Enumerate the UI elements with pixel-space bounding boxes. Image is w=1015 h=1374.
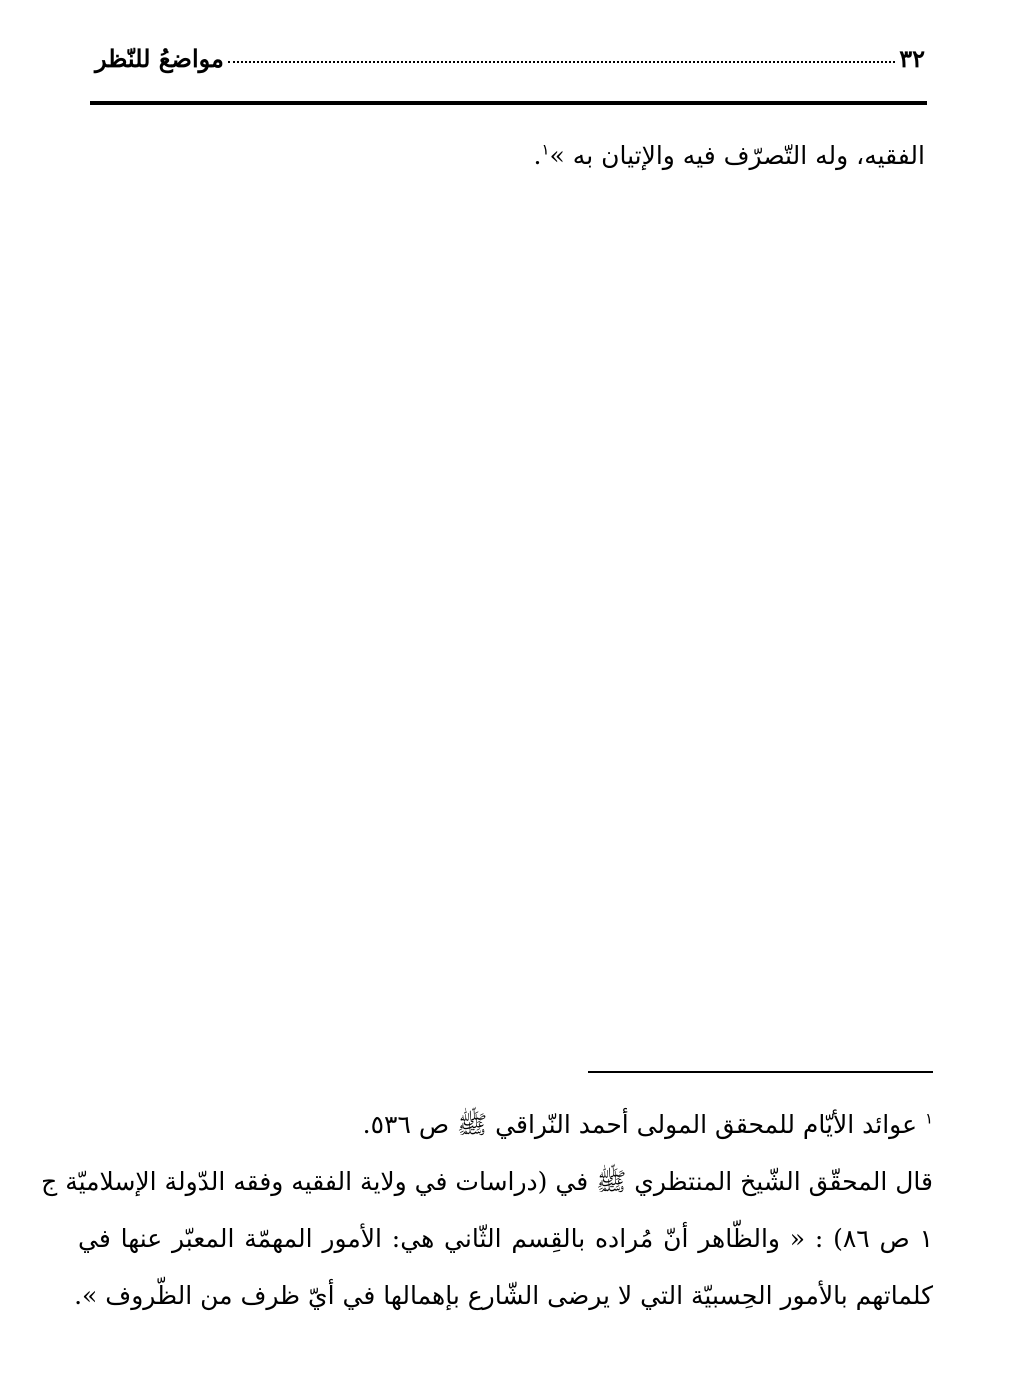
running-title: مواضعُ للنّظر (95, 43, 224, 73)
footnote-reference: ١ (541, 140, 550, 159)
footnote-1 (78, 1096, 933, 1153)
main-text-line-end: . (533, 141, 542, 170)
footnotes (41, 1096, 933, 1324)
page-number: ٣٢ (899, 43, 925, 73)
main-text (90, 128, 925, 184)
footnote-divider (588, 1071, 933, 1073)
header-divider (90, 101, 927, 105)
page-header (95, 38, 925, 78)
footnote-line-4: كلماتهم بالأمور الحِسبيّة التي لا يرضى الشّارع بإهمالها في أيّ ظرف من الظّروف ». (74, 1281, 933, 1310)
main-text-line (90, 128, 925, 184)
footnote-line-3: ١ ص ٨٦) : « والظّاهر أنّ مُراده بالقِسم الثّاني هي: الأمور المهمّة المعبّر عنها في (78, 1224, 933, 1253)
footnote-1-text: عوائد الأيّام للمحقق المولى أحمد النّراقي ﷺ ص ٥٣٦. (362, 1110, 917, 1139)
main-text-line-content: الفقيه، وله التّصرّف فيه والإتيان به » (549, 141, 925, 170)
header-leader-dots (228, 61, 895, 63)
footnote-marker: ١ (924, 1109, 933, 1128)
footnote-line-2: قال المحقّق الشّيخ المنتظري ﷺ في (دراسات في ولاية الفقيه وفقه الدّولة الإسلاميّة ج (41, 1167, 933, 1196)
